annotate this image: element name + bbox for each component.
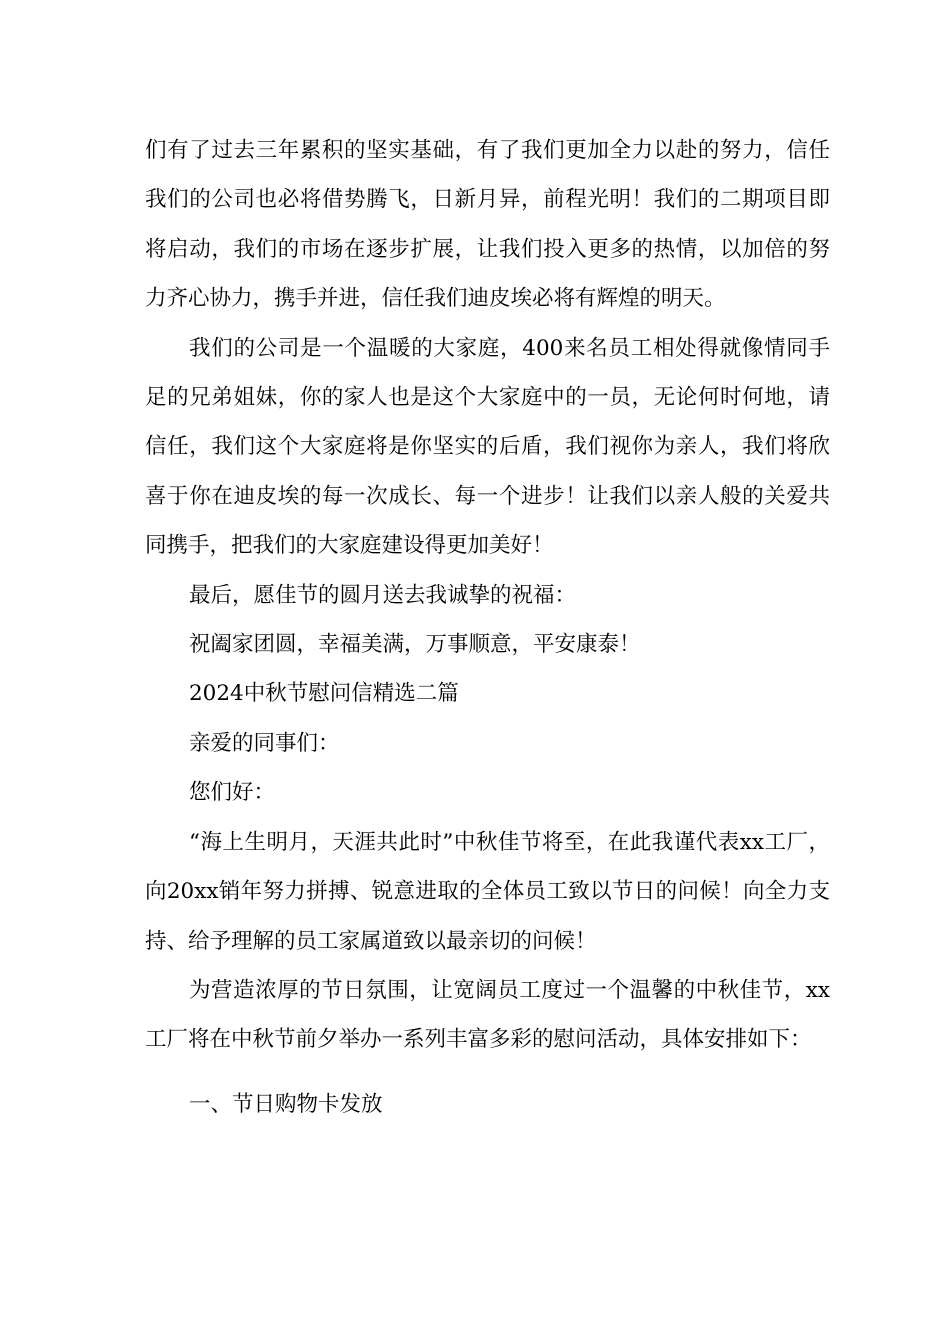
paragraph-festival-greeting: “海上生明月，天涯共此时”中秋佳节将至，在此我谨代表xx工厂，向20xx销年努力拼搏、锐意进取的全体员工致以节日的问候！向全力支持、给予理解的员工家属道致以最亲切的问候！: [145, 829, 830, 954]
list-heading-shopping-card: 一、节日购物卡发放: [189, 1091, 383, 1117]
paragraph-continuation: 们有了过去三年累积的坚实基础，有了我们更加全力以赴的努力，信任我们的公司也必将借势腾飞，日新月异，前程光明！我们的二期项目即将启动，我们的市场在逐步扩展，让我们投入更多的热情，以加倍的努力齐心协力，携手并进，信任我们迪皮埃必将有辉煌的明天。: [145, 138, 830, 312]
paragraph-blessing-intro: 最后，愿佳节的圆月送去我诚挚的祝福：: [189, 582, 577, 608]
section-title: 2024中秋节慰问信精选二篇: [189, 681, 459, 707]
greeting: 您们好：: [189, 780, 276, 806]
paragraph-activities-intro: 为营造浓厚的节日氛围，让宽阔员工度过一个温馨的中秋佳节，xx工厂将在中秋节前夕举办一系列丰富多彩的慰问活动，具体安排如下：: [145, 977, 830, 1053]
salutation: 亲爱的同事们：: [189, 730, 340, 756]
paragraph-company-family: 我们的公司是一个温暖的大家庭，400来名员工相处得就像情同手足的兄弟姐妹，你的家人也是这个大家庭中的一员，无论何时何地，请信任，我们这个大家庭将是你坚实的后盾，我们视你为亲人，我们将欣喜于你在迪皮埃的每一次成长、每一个进步！让我们以亲人般的关爱共同携手，把我们的大家庭建设得更加美好！: [145, 335, 830, 559]
paragraph-blessing: 祝阖家团圆，幸福美满，万事顺意，平安康泰！: [189, 632, 641, 658]
document-body: [145, 126, 830, 1129]
